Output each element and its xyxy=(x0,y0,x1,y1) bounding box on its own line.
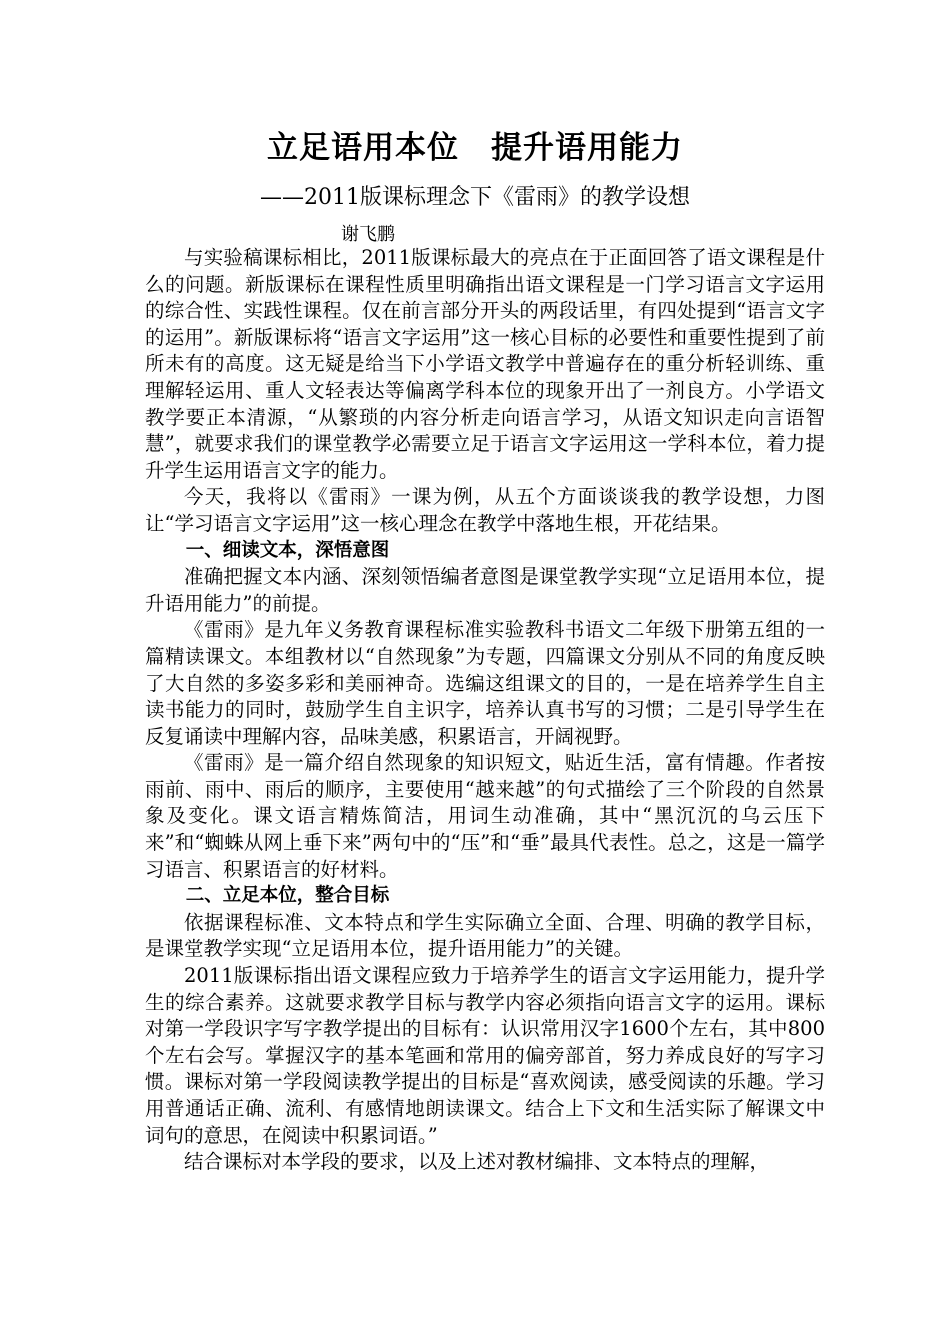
body-paragraph: 今天，我将以《雷雨》一课为例，从五个方面谈谈我的教学设想，力图让“学习语言文字运用”这一核心理念在教学中落地生根，开花结果。 xyxy=(145,485,825,535)
body-paragraph: 《雷雨》是一篇介绍自然现象的知识短文，贴近生活，富有情趣。作者按雨前、雨中、雨后的顺序，主要使用“越来越”的句式描绘了三个阶段的自然景象及变化。课文语言精炼简洁，用词生动准确，其中“黑沉沉的乌云压下来”和“蜘蛛从网上垂下来”两句中的“压”和“垂”最具代表性。总之，这是一篇学习语言、积累语言的好材料。 xyxy=(145,751,825,881)
section-heading: 一、细读文本，深悟意图 xyxy=(185,539,390,561)
document-subtitle: ——2011版课标理念下《雷雨》的教学设想 xyxy=(260,185,690,210)
body-paragraph: 准确把握文本内涵、深刻领悟编者意图是课堂教学实现“立足语用本位，提升语用能力”的前提。 xyxy=(145,565,825,615)
document-body xyxy=(145,245,825,1176)
body-paragraph: 《雷雨》是九年义务教育课程标准实验教科书语文二年级下册第五组的一篇精读课文。本组教材以“自然现象”为专题，四篇课文分别从不同的角度反映了大自然的多姿多彩和美丽神奇。选编这组课文的目的，一是在培养学生自主读书能力的同时，鼓励学生自主识字，培养认真书写的习惯；二是引导学生在反复诵读中理解内容，品味美感，积累语言，开阔视野。 xyxy=(145,618,825,748)
section-heading: 二、立足本位，整合目标 xyxy=(185,885,390,907)
document-title: 立足语用本位 提升语用能力 xyxy=(267,130,683,166)
body-paragraph: 依据课程标准、文本特点和学生实际确立全面、合理、明确的教学目标，是课堂教学实现“立足语用本位，提升语用能力”的关键。 xyxy=(145,910,825,961)
body-paragraph: 与实验稿课标相比，2011版课标最大的亮点在于正面回答了语文课程是什么的问题。新版课标在课程性质里明确指出语文课程是一门学习语言文字运用的综合性、实践性课程。仅在前言部分开头的两段话里，有四处提到“语言文字的运用”。新版课标将“语言文字运用”这一核心目标的必要性和重要性提到了前所未有的高度。这无疑是给当下小学语文教学中普遍存在的重分析轻训练、重理解轻运用、重人文轻表达等偏离学科本位的现象开出了一剂良方。小学语文教学要正本清源，“从繁琐的内容分析走向语言学习，从语文知识走向言语智慧”，就要求我们的课堂教学必需要立足于语言文字运用这一学科本位，着力提升学生运用语言文字的能力。 xyxy=(145,246,825,482)
body-paragraph: 结合课标对本学段的要求，以及上述对教材编排、文本特点的理解， xyxy=(184,1150,770,1174)
author-name: 谢飞鹏 xyxy=(341,224,395,245)
body-paragraph: 2011版课标指出语文课程应致力于培养学生的语言文字运用能力，提升学生的综合素养。这就要求教学目标与教学内容必须指向语言文字的运用。课标对第一学段识字写字教学提出的目标有：认识常用汉字1600个左右，其中800个左右会写。掌握汉字的基本笔画和常用的偏旁部首，努力养成良好的写字习惯。课标对第一学段阅读教学提出的目标是“喜欢阅读，感受阅读的乐趣。学习用普通话正确、流利、有感情地朗读课文。结合上下文和生活实际了解课文中词句的意思，在阅读中积累词语。” xyxy=(145,964,825,1147)
